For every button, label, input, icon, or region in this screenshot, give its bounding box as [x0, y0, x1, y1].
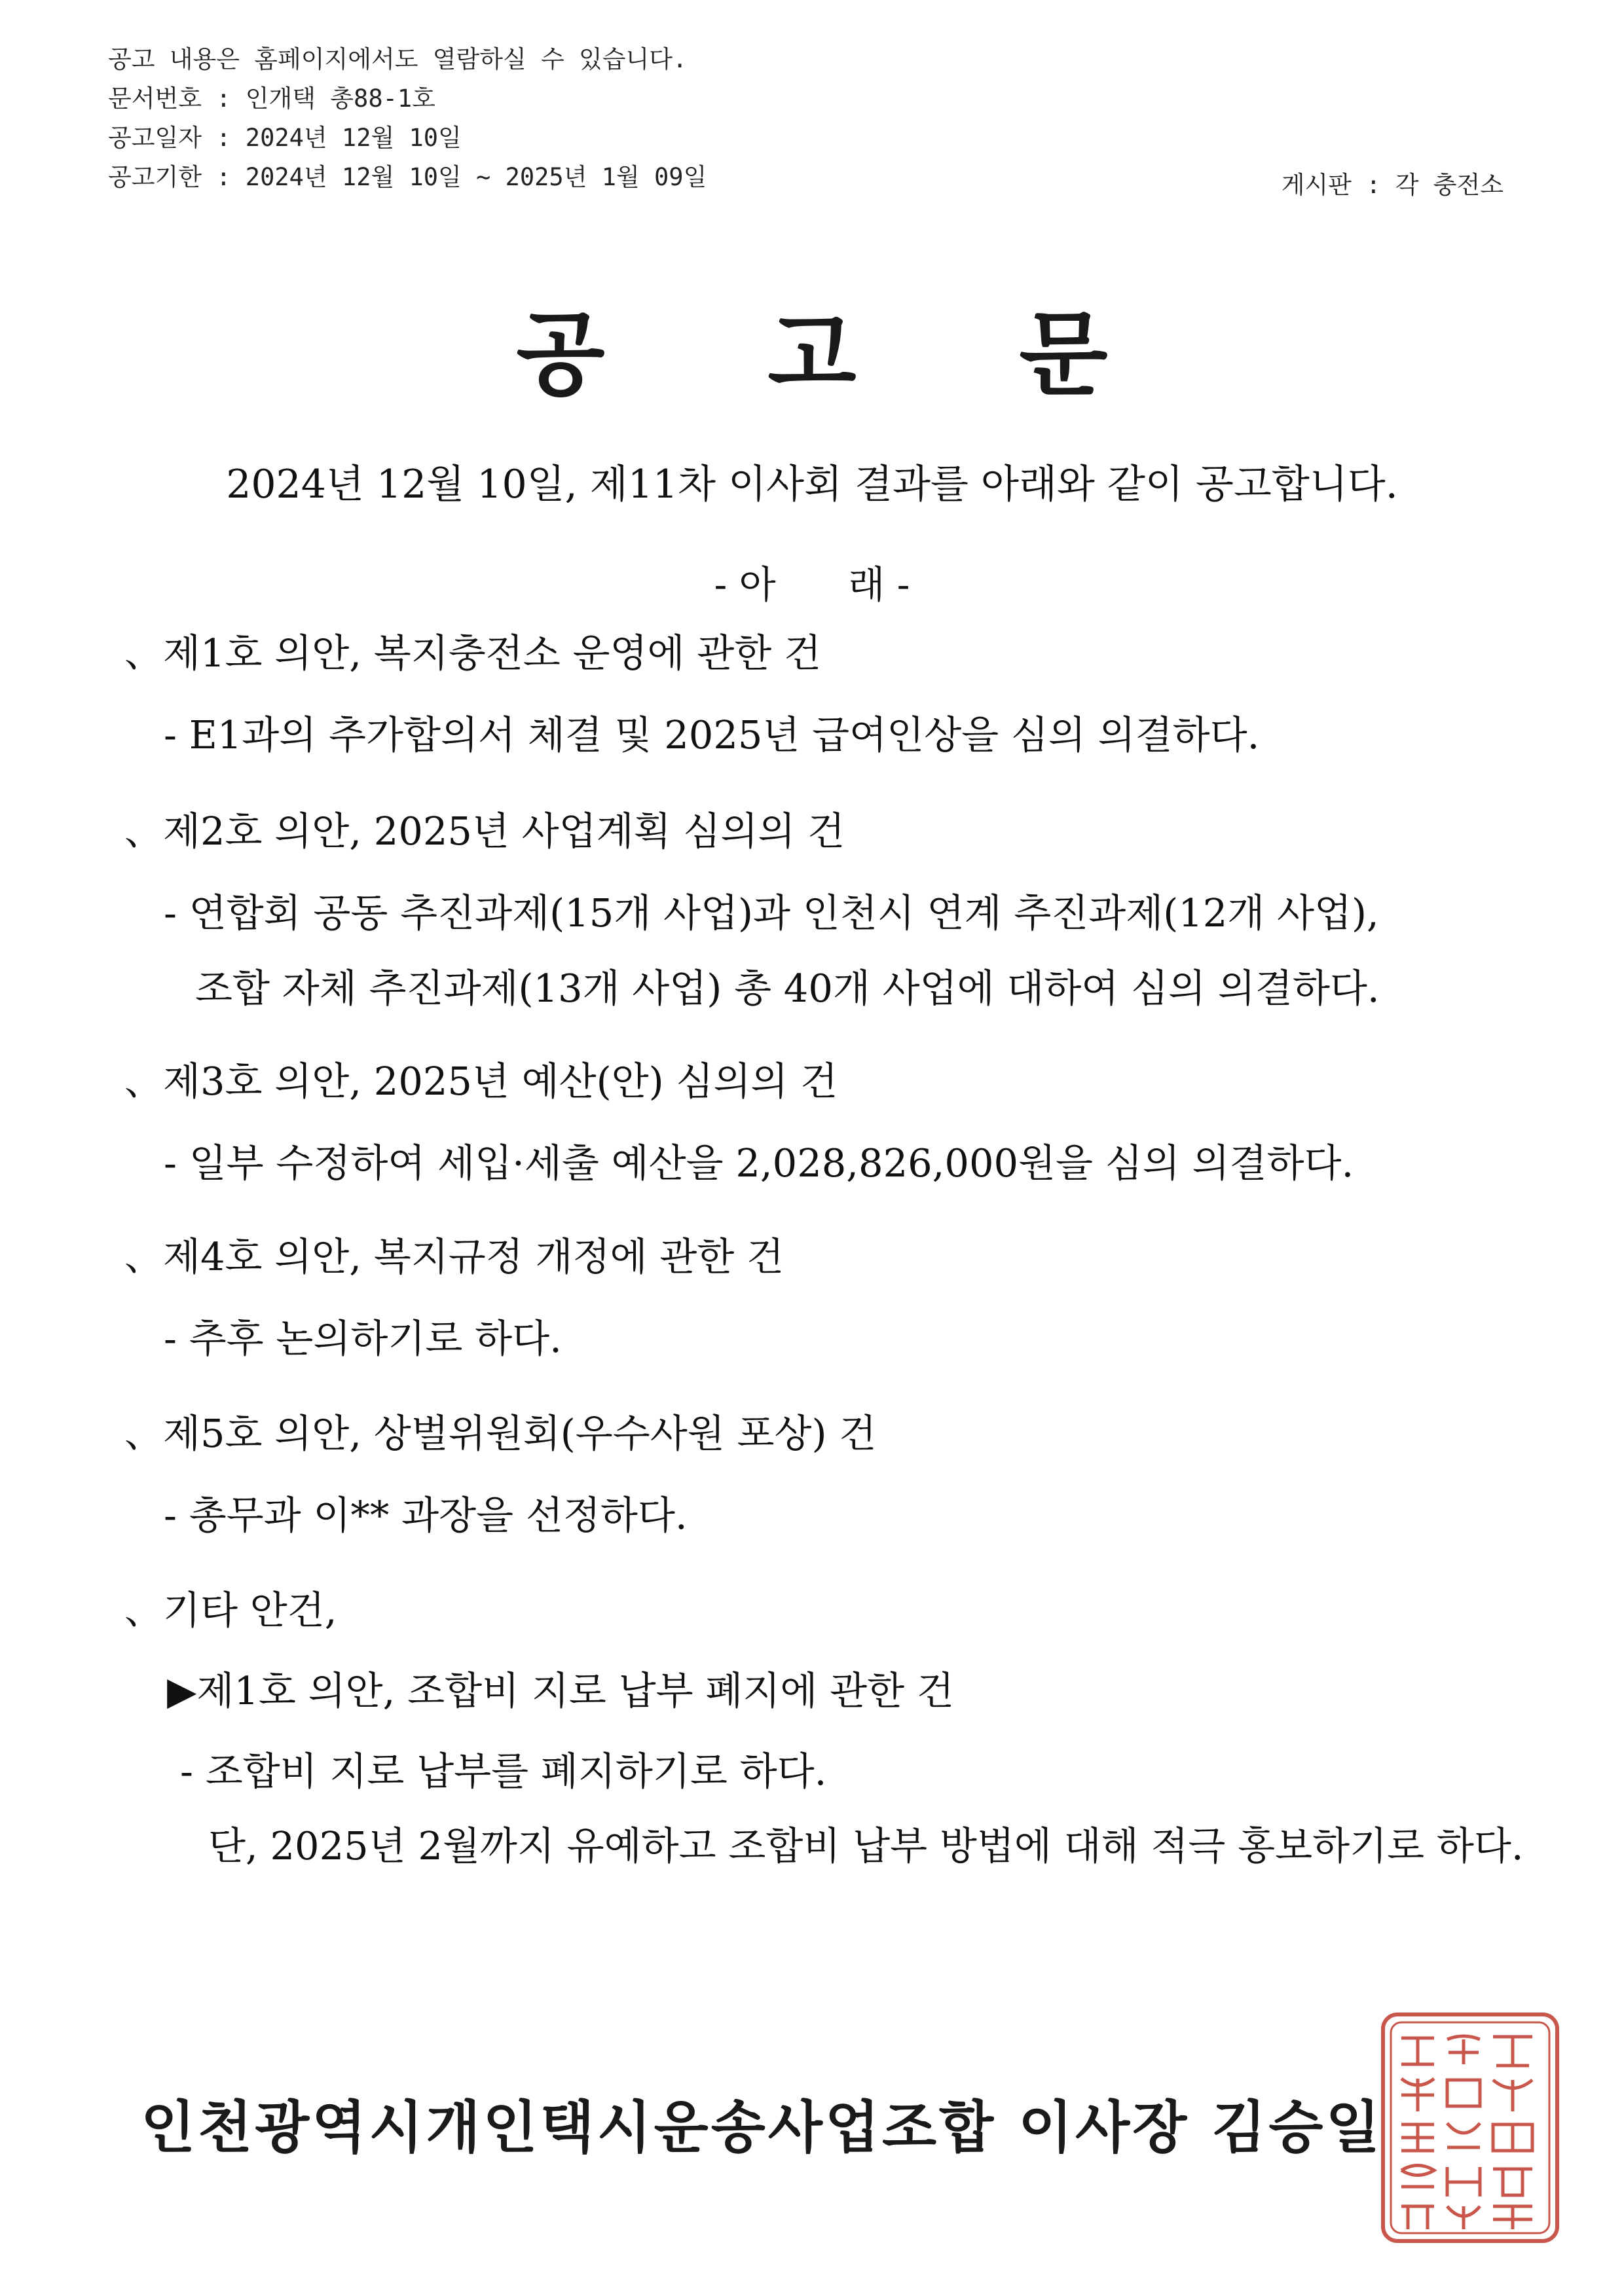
- agenda-detail-3: - 일부 수정하여 세입·세출 예산을 2,028,826,000원을 심의 의결하다.: [164, 1140, 1354, 1186]
- agenda-detail-2a: - 연합회 공동 추진과제(15개 사업)과 인천시 연계 추진과제(12개 사업),: [164, 890, 1379, 936]
- notice-date: 공고일자 : 2024년 12월 10일: [108, 124, 462, 152]
- bulletin-board: 게시판 : 각 충전소: [1281, 171, 1504, 199]
- other-sub-heading: ▶제1호 의안, 조합비 지로 납부 폐지에 관한 건: [167, 1668, 954, 1713]
- agenda-detail-4: - 추후 논의하기로 하다.: [164, 1316, 562, 1361]
- document-title: 공 고 문: [516, 301, 1173, 409]
- agenda-detail-5: - 총무과 이** 과장을 선정하다.: [164, 1493, 688, 1538]
- agenda-heading-2: 、제2호 의안, 2025년 사업계획 심의의 건: [124, 809, 845, 854]
- official-seal: [1375, 2007, 1565, 2249]
- agenda-heading-4: 、제4호 의안, 복지규정 개정에 관한 건: [124, 1234, 784, 1279]
- online-notice-text: 공고 내용은 홈페이지에서도 열람하실 수 있습니다.: [108, 45, 688, 73]
- agenda-heading-5: 、제5호 의안, 상벌위원회(우수사원 포상) 건: [124, 1411, 877, 1456]
- agenda-heading-1: 、제1호 의안, 복지충전소 운영에 관한 건: [124, 630, 821, 676]
- other-detail-1: - 조합비 지로 납부를 폐지하기로 하다.: [180, 1749, 827, 1794]
- other-heading: 、기타 안건,: [124, 1588, 337, 1633]
- below-marker: - 아 래 -: [714, 562, 910, 607]
- other-detail-2: 단, 2025년 2월까지 유예하고 조합비 납부 방법에 대해 적극 홍보하기로 하다.: [208, 1823, 1524, 1868]
- agenda-heading-3: 、제3호 의안, 2025년 예산(안) 심의의 건: [124, 1059, 838, 1104]
- document-number: 문서번호 : 인개택 총88-1호: [108, 84, 435, 113]
- agenda-detail-2b: 조합 자체 추진과제(13개 사업) 총 40개 사업에 대하여 심의 의결하다.: [195, 966, 1380, 1011]
- notice-period: 공고기한 : 2024년 12월 10일 ~ 2025년 1월 09일: [108, 163, 707, 191]
- agenda-detail-1: - E1과의 추가합의서 체결 및 2025년 급여인상을 심의 의결하다.: [164, 712, 1260, 757]
- signature-line: 인천광역시개인택시운송사업조합 이사장 김승일: [141, 2095, 1383, 2160]
- intro-sentence: 2024년 12월 10일, 제11차 이사회 결과를 아래와 같이 공고합니다.: [226, 462, 1398, 507]
